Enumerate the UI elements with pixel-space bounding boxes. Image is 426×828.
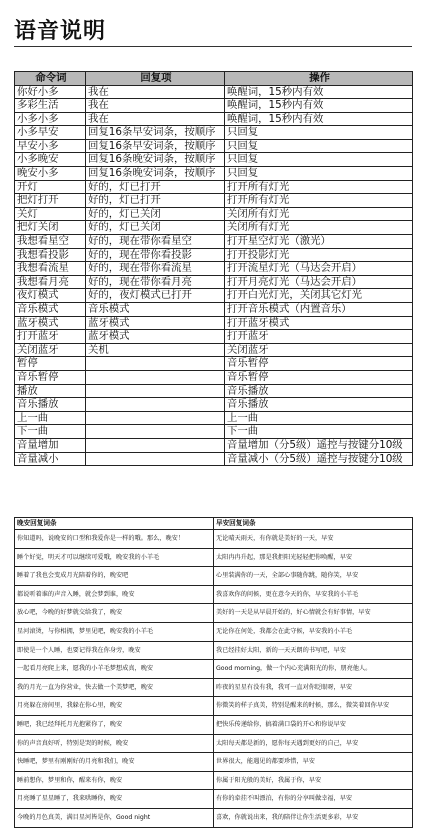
command-cell: 把灯打开 <box>15 194 86 208</box>
reply-cell <box>86 398 225 412</box>
goodmorning-reply-cell: 美好的一天是从早晨开始的，好心情就会有好事情，早安 <box>214 604 413 623</box>
action-cell: 打开音乐模式（内置音乐） <box>225 303 413 317</box>
reply-phrase-table <box>14 517 413 828</box>
table-row <box>15 604 413 623</box>
goodmorning-reply-cell: 把快乐传递给你，搞着满口袋的开心和你说早安 <box>214 715 413 734</box>
table-row <box>15 139 413 153</box>
reply-cell <box>86 425 225 439</box>
reply-cell: 好的，灯已打开 <box>86 180 225 194</box>
action-cell: 唤醒词，15秒内有效 <box>225 85 413 99</box>
command-cell: 我想看星空 <box>15 235 86 249</box>
reply-cell <box>86 384 225 398</box>
command-cell: 关灯 <box>15 207 86 221</box>
action-cell: 只回复 <box>225 153 413 167</box>
goodnight-reply-cell: 睡吧，我已经拜托月光抱紧你了，晚安 <box>15 715 214 734</box>
action-cell: 音乐播放 <box>225 384 413 398</box>
goodmorning-reply-cell: 有你的牵挂不叫漂泊，有你的分享叫做幸福，早安 <box>214 790 413 809</box>
goodmorning-reply-cell: 太阳每天都是新的，愿你每天遇到更好的自己，早安 <box>214 734 413 753</box>
table-row <box>15 316 413 330</box>
table-row <box>15 153 413 167</box>
table-row <box>15 275 413 289</box>
action-cell: 打开白光灯光，关闭其它灯光 <box>225 289 413 303</box>
table-row <box>15 126 413 140</box>
table-row <box>15 660 413 679</box>
command-cell: 把灯关闭 <box>15 221 86 235</box>
command-cell: 音乐模式 <box>15 303 86 317</box>
table-row <box>15 180 413 194</box>
goodnight-reply-cell: 睡前想你，梦里和你，醒来有你，晚安 <box>15 771 214 790</box>
table-row <box>15 207 413 221</box>
goodmorning-reply-cell: 我喜欢你的问候，更在意今天的你，早安我的小羊毛 <box>214 585 413 604</box>
command-cell: 我想看流星 <box>15 262 86 276</box>
command-cell: 音量增加 <box>15 438 86 452</box>
reply-cell: 好的，灯已打开 <box>86 194 225 208</box>
action-cell: 只回复 <box>225 139 413 153</box>
command-cell: 早安小多 <box>15 139 86 153</box>
table-row <box>15 303 413 317</box>
goodnight-reply-cell: 星河滚烫，与你相拥，梦里见吧，晚安我的小羊毛 <box>15 622 214 641</box>
column-header-reply: 回复项 <box>86 72 225 86</box>
table-row <box>15 99 413 113</box>
reply-cell: 好的，现在带你看流星 <box>86 262 225 276</box>
command-cell: 关闭蓝牙 <box>15 343 86 357</box>
table-row <box>15 194 413 208</box>
action-cell: 关闭所有灯光 <box>225 221 413 235</box>
command-cell: 播放 <box>15 384 86 398</box>
column-header-command: 命令词 <box>15 72 86 86</box>
command-cell: 我想看月亮 <box>15 275 86 289</box>
goodnight-reply-cell: 睡着了我也会变成月光陪着你的，晚安吧 <box>15 567 214 586</box>
action-cell: 音量增加（分5级）遥控与按键分10级 <box>225 438 413 452</box>
command-cell: 蓝牙模式 <box>15 316 86 330</box>
table-row <box>15 753 413 772</box>
action-cell: 打开星空灯光（激光） <box>225 235 413 249</box>
goodmorning-reply-cell: 太阳冉冉升起，那是我拒阳光轻轻把你唤醒，早安 <box>214 548 413 567</box>
table-row <box>15 567 413 586</box>
table-row <box>15 343 413 357</box>
reply-cell: 我在 <box>86 85 225 99</box>
table-row <box>15 452 413 466</box>
command-cell: 多彩生活 <box>15 99 86 113</box>
table-row <box>15 384 413 398</box>
table-row <box>15 398 413 412</box>
goodmorning-reply-cell: 你属于阳光般的美好，我属于你，早安 <box>214 771 413 790</box>
goodmorning-reply-cell: 你微笑的样子真美，特别是醒来的时候，那么，微笑着回你早安 <box>214 697 413 716</box>
reply-cell: 关机 <box>86 343 225 357</box>
reply-cell: 蓝牙模式 <box>86 316 225 330</box>
action-cell: 只回复 <box>225 167 413 181</box>
action-cell: 关闭所有灯光 <box>225 207 413 221</box>
goodnight-reply-cell: 今晚的月色真美，满目星河皆是你，Good night <box>15 808 214 827</box>
command-cell: 音乐播放 <box>15 398 86 412</box>
table-row <box>15 370 413 384</box>
action-cell: 打开所有灯光 <box>225 194 413 208</box>
goodmorning-reply-cell: 心里装满你的一天，全部心事随你跳，随你笑，早安 <box>214 567 413 586</box>
reply-cell: 好的，灯已关闭 <box>86 207 225 221</box>
action-cell: 打开流星灯光（马达会开启） <box>225 262 413 276</box>
goodnight-reply-cell: 你的声音真好听，特别是哭的时候，晚安 <box>15 734 214 753</box>
command-cell: 开灯 <box>15 180 86 194</box>
table-row <box>15 438 413 452</box>
action-cell: 上一曲 <box>225 411 413 425</box>
action-cell: 音乐暂停 <box>225 370 413 384</box>
action-cell: 音量减小（分5级）遥控与按键分10级 <box>225 452 413 466</box>
goodnight-reply-cell: 你知道吗，说晚安的口型和我爱你是一样的哦。那么，晚安！ <box>15 530 214 549</box>
reply-cell: 我在 <box>86 112 225 126</box>
table-row <box>15 641 413 660</box>
table-row <box>15 167 413 181</box>
action-cell: 打开蓝牙 <box>225 330 413 344</box>
table-row <box>15 112 413 126</box>
table-row <box>15 734 413 753</box>
table-row <box>15 808 413 827</box>
table-row <box>15 221 413 235</box>
command-cell: 小多小多 <box>15 112 86 126</box>
reply-cell: 好的，夜灯模式已打开 <box>86 289 225 303</box>
table-row <box>15 622 413 641</box>
goodmorning-reply-cell: 世界很大，能遇见的都要珍惜，早安 <box>214 753 413 772</box>
column-header-action: 操作 <box>225 72 413 86</box>
goodmorning-reply-cell: 无论你在何处，我都会在此守候，早安我的小羊毛 <box>214 622 413 641</box>
reply-cell: 好的，灯已关闭 <box>86 221 225 235</box>
table-row <box>15 248 413 262</box>
goodnight-reply-cell: 都说听着谁的声音入睡，就会梦到谁，晚安 <box>15 585 214 604</box>
action-cell: 打开所有灯光 <box>225 180 413 194</box>
reply-cell: 好的，现在带你看星空 <box>86 235 225 249</box>
goodnight-reply-cell: 睡个好觉，明天才可以继续可爱哦，晚安我的小羊毛 <box>15 548 214 567</box>
page-title: 语音说明 <box>14 19 107 44</box>
action-cell: 打开月亮灯光（马达会开启） <box>225 275 413 289</box>
table-row <box>15 262 413 276</box>
reply-cell: 回复16条晚安词条，按顺序 <box>86 167 225 181</box>
reply-cell <box>86 411 225 425</box>
action-cell: 打开投影灯光 <box>225 248 413 262</box>
table-row <box>15 790 413 809</box>
action-cell: 下一曲 <box>225 425 413 439</box>
table-row <box>15 585 413 604</box>
reply-cell: 回复16条早安词条，按顺序 <box>86 139 225 153</box>
command-cell: 打开蓝牙 <box>15 330 86 344</box>
goodmorning-reply-cell: 喜欢，你就说出来，我的陪伴让你生活更多彩，早安 <box>214 808 413 827</box>
table-row <box>15 411 413 425</box>
goodnight-reply-cell: 即使是一个人睡，也要记得我在你身旁，晚安 <box>15 641 214 660</box>
action-cell: 音乐暂停 <box>225 357 413 371</box>
table-row <box>15 330 413 344</box>
goodmorning-reply-cell: Good morning，做一个内心充满阳光的你，朋亮他人。 <box>214 660 413 679</box>
column-header-goodnight-replies: 晚安回复词条 <box>15 518 214 530</box>
table-row <box>15 357 413 371</box>
table-header-row <box>15 518 413 530</box>
reply-cell: 音乐模式 <box>86 303 225 317</box>
table-row <box>15 548 413 567</box>
action-cell: 唤醒词，15秒内有效 <box>225 99 413 113</box>
action-cell: 只回复 <box>225 126 413 140</box>
reply-cell: 回复16条晚安词条，按顺序 <box>86 153 225 167</box>
goodnight-reply-cell: 一起看月亮爬上来，愿我的小羊毛梦想成真，晚安 <box>15 660 214 679</box>
reply-cell <box>86 438 225 452</box>
goodmorning-reply-cell: 昨夜的星星有没有我，我可一直对你眨眼呀，早安 <box>214 678 413 697</box>
action-cell: 打开蓝牙模式 <box>225 316 413 330</box>
reply-cell <box>86 357 225 371</box>
table-row <box>15 235 413 249</box>
goodnight-reply-cell: 我的月光一直为你营业，快去做一个美梦吧，晚安 <box>15 678 214 697</box>
goodnight-reply-cell: 放心吧，今晚的好梦就交给我了，晚安 <box>15 604 214 623</box>
goodnight-reply-cell: 月亮睡了星星睡了，我来哄睡你，晚安 <box>15 790 214 809</box>
command-cell: 小多早安 <box>15 126 86 140</box>
table-row <box>15 715 413 734</box>
reply-cell: 回复16条早安词条，按顺序 <box>86 126 225 140</box>
action-cell: 关闭蓝牙 <box>225 343 413 357</box>
command-cell: 我想看投影 <box>15 248 86 262</box>
table-row <box>15 530 413 549</box>
action-cell: 唤醒词，15秒内有效 <box>225 112 413 126</box>
table-row <box>15 289 413 303</box>
command-cell: 上一曲 <box>15 411 86 425</box>
command-cell: 音量减小 <box>15 452 86 466</box>
table-header-row <box>15 72 413 86</box>
column-header-goodmorning-replies: 早安回复词条 <box>214 518 413 530</box>
reply-cell <box>86 370 225 384</box>
table-row <box>15 771 413 790</box>
command-cell: 暂停 <box>15 357 86 371</box>
goodnight-reply-cell: 月亮躲在房间里，我躲在你心里，晚安 <box>15 697 214 716</box>
title-divider <box>14 46 412 47</box>
table-row <box>15 697 413 716</box>
command-cell: 下一曲 <box>15 425 86 439</box>
reply-cell: 蓝牙模式 <box>86 330 225 344</box>
table-row <box>15 678 413 697</box>
command-cell: 夜灯模式 <box>15 289 86 303</box>
table-row <box>15 85 413 99</box>
reply-cell: 我在 <box>86 99 225 113</box>
command-cell: 你好小多 <box>15 85 86 99</box>
goodmorning-reply-cell: 我已经挂好太阳，新的一天天朗的书写吧，早安 <box>214 641 413 660</box>
reply-cell: 好的，现在带你看投影 <box>86 248 225 262</box>
action-cell: 音乐播放 <box>225 398 413 412</box>
command-cell: 晚安小多 <box>15 167 86 181</box>
voice-command-table <box>14 71 413 466</box>
command-cell: 音乐暂停 <box>15 370 86 384</box>
reply-cell: 好的，现在带你看月亮 <box>86 275 225 289</box>
command-cell: 小多晚安 <box>15 153 86 167</box>
reply-cell <box>86 452 225 466</box>
table-row <box>15 425 413 439</box>
goodmorning-reply-cell: 无论晴天雨天，有你就是美好的一天，早安 <box>214 530 413 549</box>
goodnight-reply-cell: 快睡吧，梦里有刚刚好的月亮和我们，晚安 <box>15 753 214 772</box>
